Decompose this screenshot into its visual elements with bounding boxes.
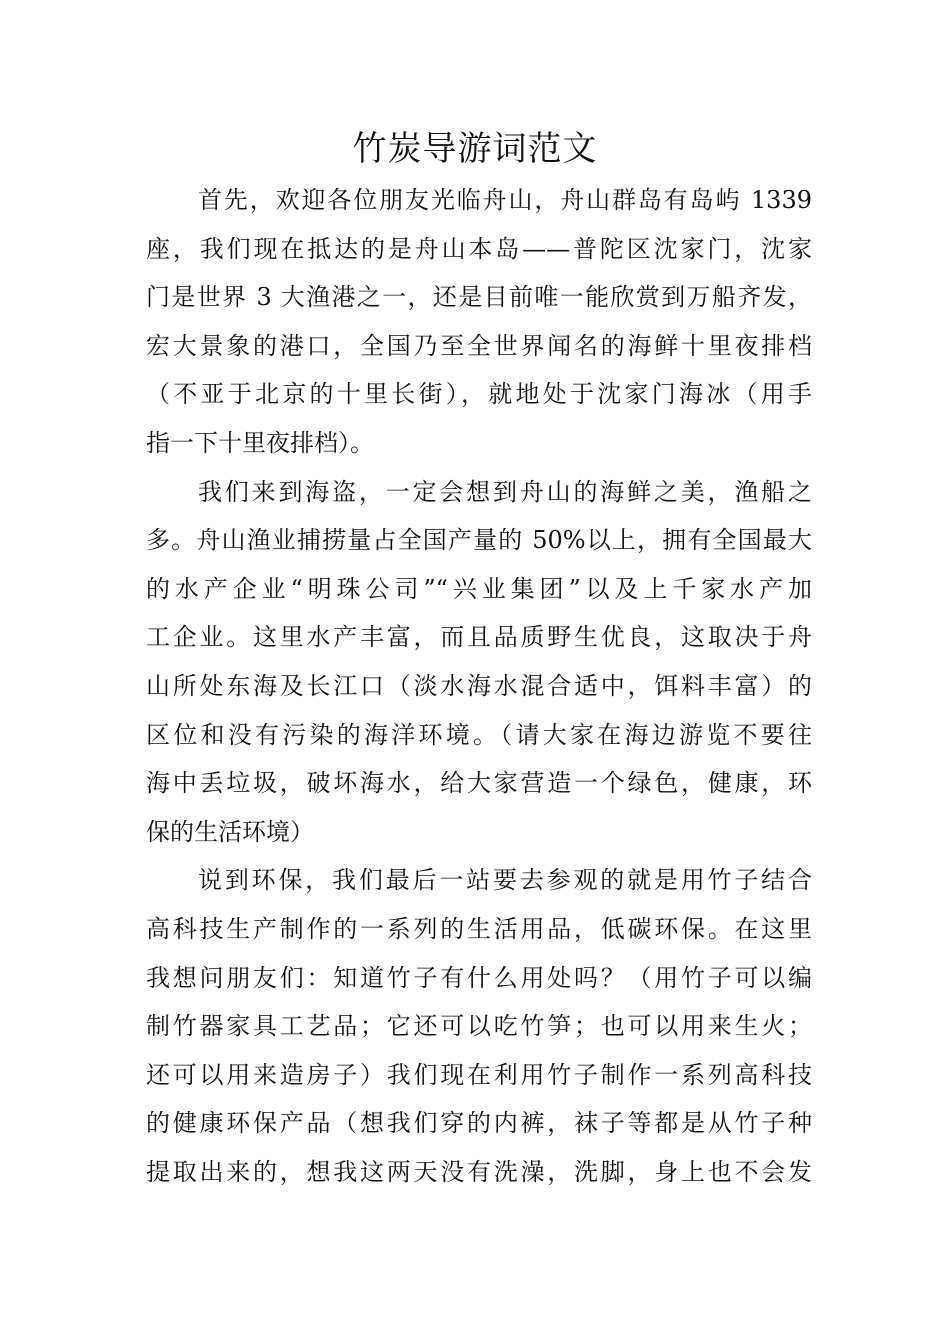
- text-line: 还可以用来造房子）我们现在利用竹子制作一系列高科技: [146, 1060, 812, 1089]
- paragraph-1: [146, 176, 812, 468]
- text-line: 的健康环保产品（想我们穿的内裤，袜子等都是从竹子种: [146, 1109, 812, 1138]
- document-body: [146, 176, 812, 1196]
- text-line: 提取出来的，想我这两天没有洗澡，洗脚，身上也不会发: [146, 1157, 812, 1186]
- text-line: 高科技生产制作的一系列的生活用品，低碳环保。在这里: [146, 914, 812, 943]
- text-line: 多。舟山渔业捕捞量占全国产量的 50%以上，拥有全国最大: [146, 526, 812, 555]
- document-title: 竹炭导游词范文: [352, 129, 598, 169]
- text-line: （不亚于北京的十里长街），就地处于沈家门海冰（用手: [146, 380, 812, 409]
- text-line: 门是世界 3 大渔港之一，还是目前唯一能欣赏到万船齐发，: [146, 283, 812, 312]
- text-line: 制竹器家具工艺品；它还可以吃竹笋；也可以用来生火；: [146, 1012, 812, 1041]
- text-line: 的水产企业“明珠公司”“兴业集团”以及上千家水产加: [146, 574, 812, 603]
- text-line: 区位和没有污染的海洋环境。（请大家在海边游览不要往: [146, 720, 812, 749]
- text-line: 宏大景象的港口，全国乃至全世界闻名的海鲜十里夜排档: [146, 331, 812, 360]
- paragraph-3: [146, 856, 812, 1196]
- text-line: 保的生活环境）: [146, 817, 314, 846]
- text-line: 座，我们现在抵达的是舟山本岛——普陀区沈家门，沈家: [146, 234, 812, 263]
- text-line: 工企业。这里水产丰富，而且品质野生优良，这取决于舟: [146, 623, 812, 652]
- text-line: 首先，欢迎各位朋友光临舟山，舟山群岛有岛屿 1339: [198, 186, 812, 214]
- text-line: 我想问朋友们：知道竹子有什么用处吗？（用竹子可以编: [146, 963, 812, 992]
- paragraph-2: [146, 468, 812, 857]
- text-line: 指一下十里夜排档）。: [146, 428, 374, 457]
- text-line: 我们来到海盗，一定会想到舟山的海鲜之美，渔船之: [198, 477, 812, 506]
- text-line: 海中丢垃圾，破坏海水，给大家营造一个绿色，健康，环: [146, 769, 812, 798]
- text-line: 山所处东海及长江口（淡水海水混合适中，饵料丰富）的: [146, 671, 812, 700]
- text-line: 说到环保，我们最后一站要去参观的就是用竹子结合: [198, 866, 812, 895]
